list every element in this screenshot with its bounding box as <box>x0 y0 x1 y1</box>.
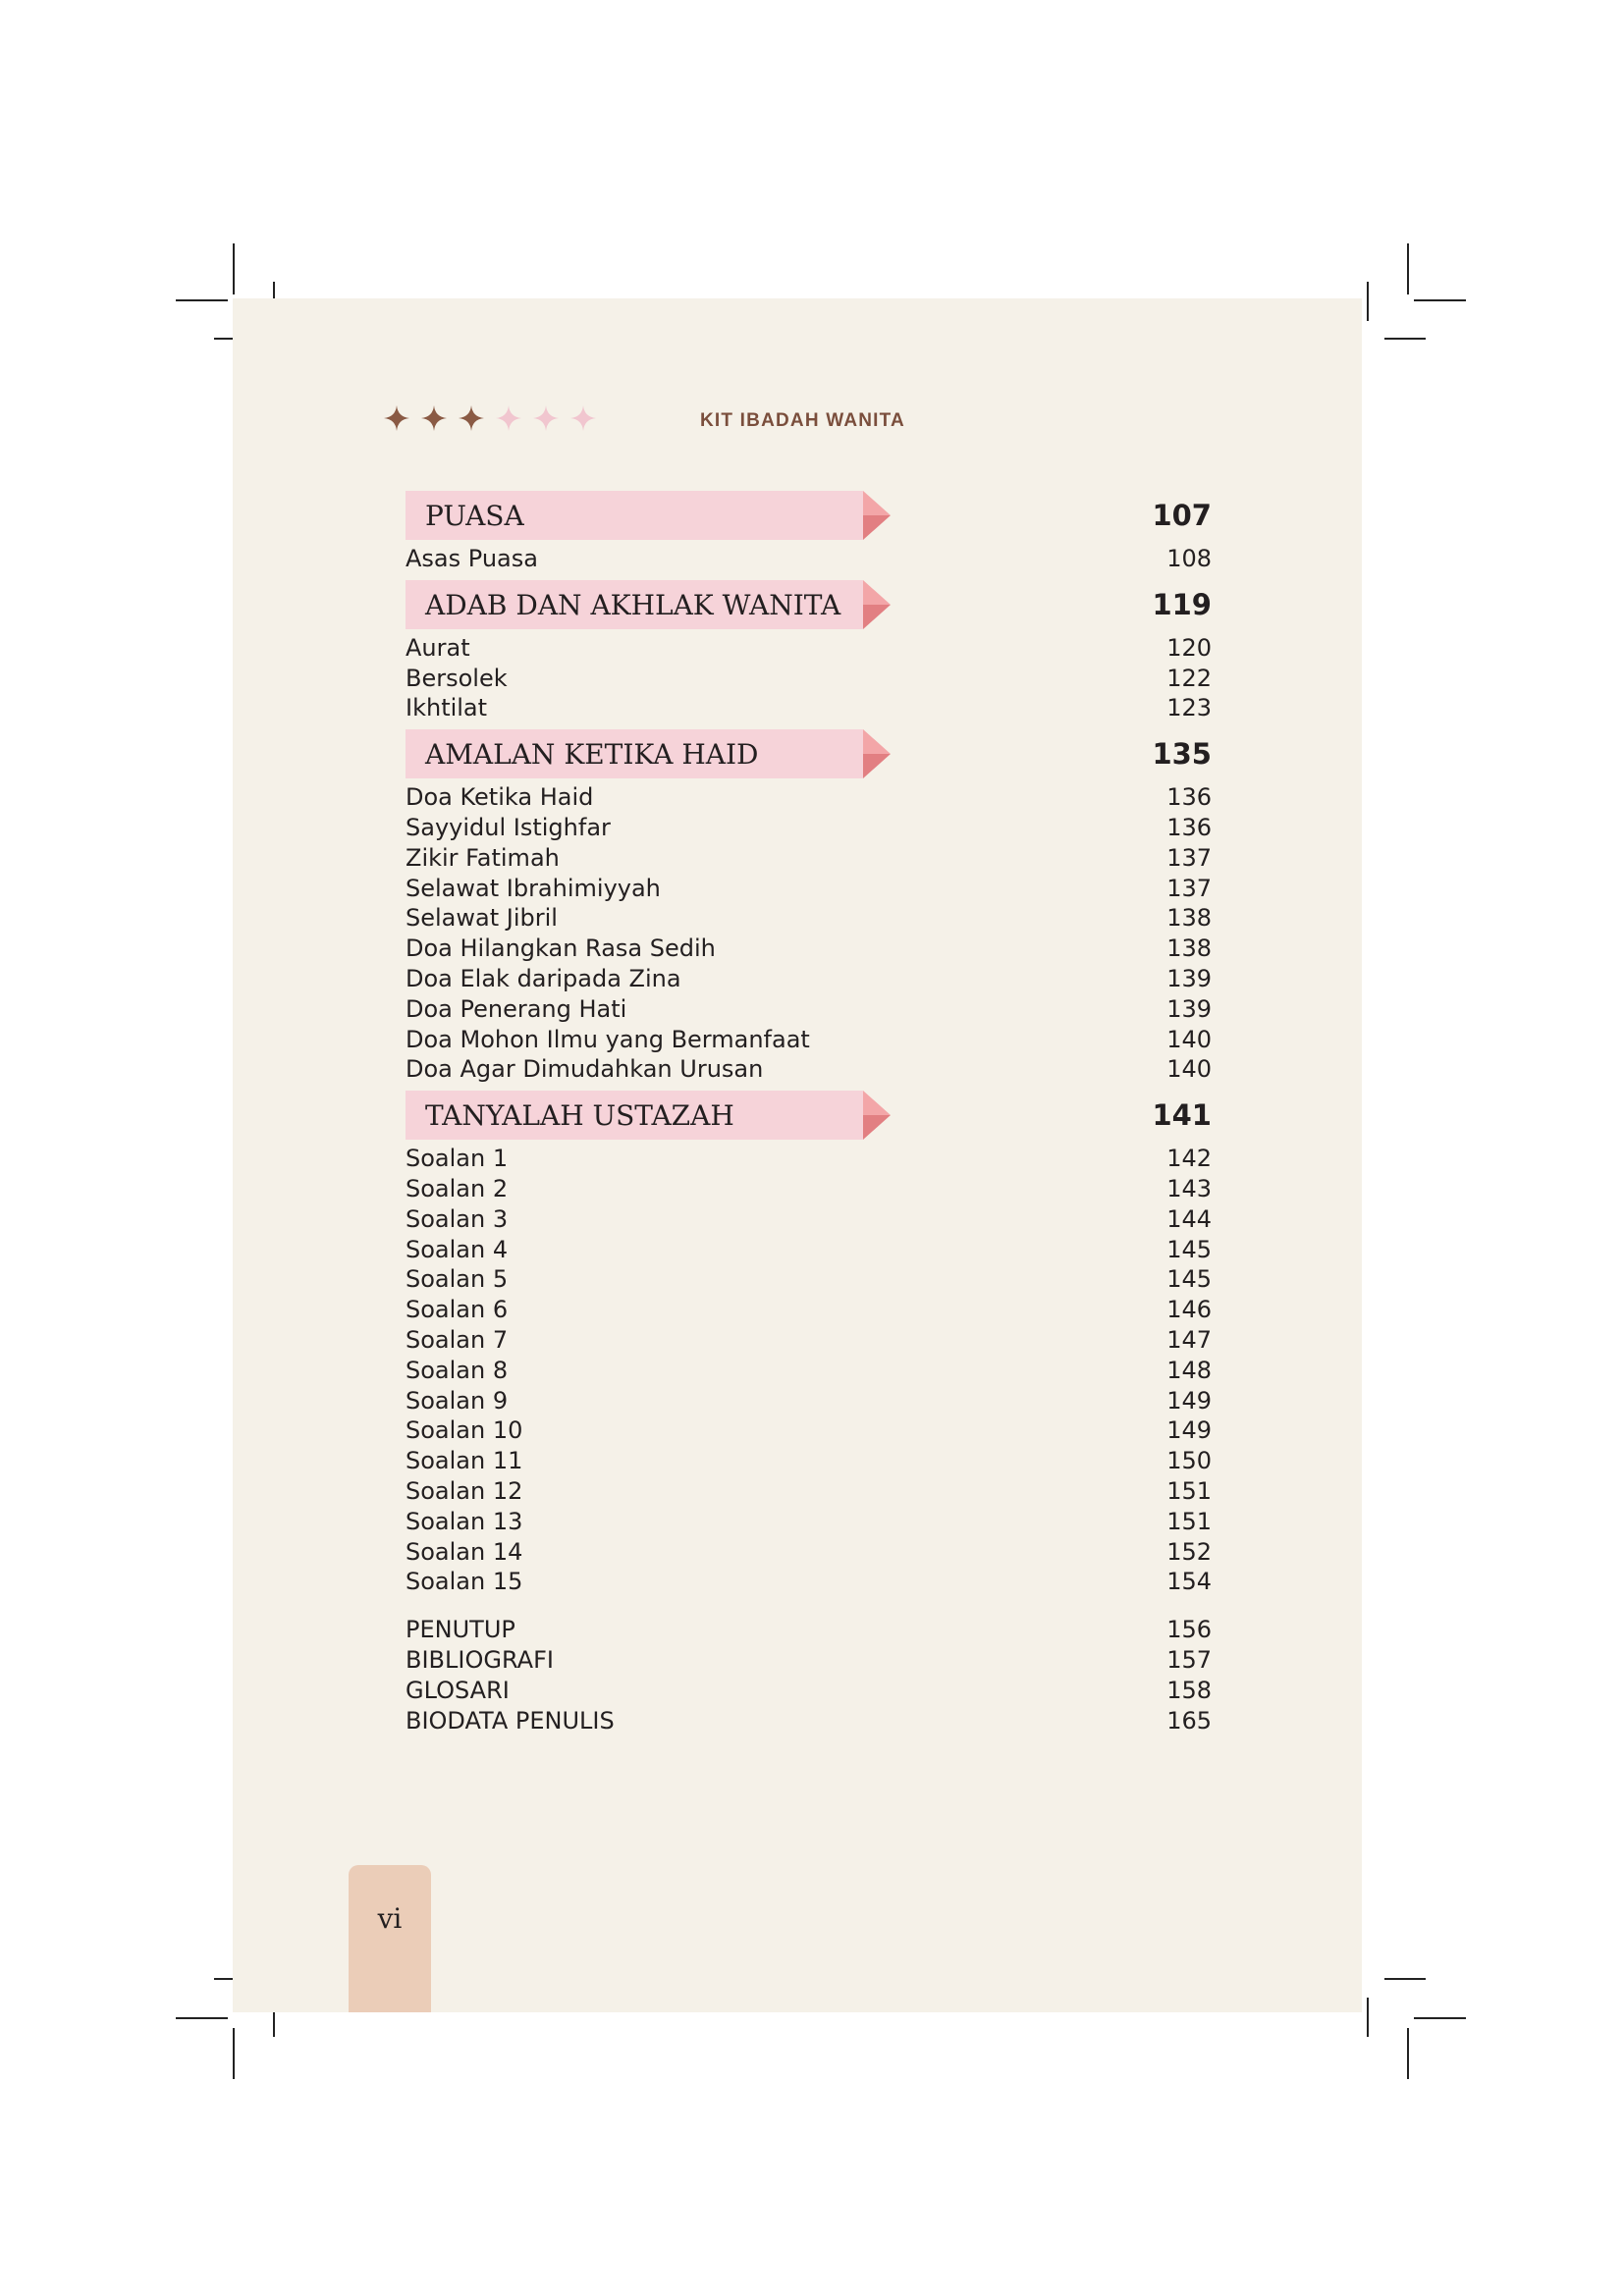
toc-entry-label: Soalan 14 <box>406 1537 523 1566</box>
toc-entry <box>406 1325 1212 1356</box>
toc-entry-page: 151 <box>1166 1476 1212 1505</box>
toc-entry <box>406 1476 1212 1507</box>
sparkle-star-icon <box>495 404 522 432</box>
crop-mark <box>1384 338 1426 340</box>
toc-entry-page: 149 <box>1166 1386 1212 1415</box>
toc-entry-label: Soalan 8 <box>406 1356 509 1384</box>
crop-mark <box>233 243 235 294</box>
toc-entry-label: Doa Penerang Hati <box>406 994 627 1023</box>
toc-entry-label: Doa Ketika Haid <box>406 783 594 812</box>
section-title: ADAB DAN AKHLAK WANITA <box>425 588 841 621</box>
toc-entry-page: 108 <box>1166 545 1212 572</box>
toc-entry <box>406 1706 1212 1736</box>
toc-entry <box>406 664 1212 694</box>
sparkle-star-icon <box>383 404 410 432</box>
toc-entry-label: Selawat Jibril <box>406 904 558 933</box>
toc-entry <box>406 1025 1212 1055</box>
crop-mark <box>1407 2028 1409 2079</box>
toc-entry <box>406 874 1212 904</box>
toc-entry-page: 140 <box>1166 1025 1212 1053</box>
toc-entry-page: 136 <box>1166 813 1212 841</box>
section-page-number: 135 <box>1152 737 1212 772</box>
toc-entry <box>406 903 1212 934</box>
toc-entry <box>406 1645 1212 1676</box>
toc-entry-page: 140 <box>1166 1055 1212 1084</box>
toc-entry-label: Soalan 12 <box>406 1476 523 1505</box>
folio-tab <box>349 1865 431 2012</box>
toc-entry <box>406 964 1212 994</box>
section-heading <box>406 580 1212 629</box>
toc-entry-label: Soalan 7 <box>406 1325 509 1354</box>
toc-entry-page: 146 <box>1166 1296 1212 1324</box>
toc-entry-label: GLOSARI <box>406 1676 510 1704</box>
toc-entry-label: Doa Mohon Ilmu yang Bermanfaat <box>406 1025 810 1053</box>
toc-entry-label: Soalan 3 <box>406 1204 509 1233</box>
toc-entry <box>406 633 1212 664</box>
toc-entry <box>406 782 1212 813</box>
toc-entry-page: 165 <box>1166 1706 1212 1735</box>
section-page-number: 141 <box>1152 1098 1212 1133</box>
toc-entry-label: Soalan 9 <box>406 1386 509 1415</box>
toc-entry-label: Ikhtilat <box>406 694 488 722</box>
toc-entry-page: 139 <box>1166 994 1212 1023</box>
crop-mark <box>1407 243 1409 294</box>
toc-entry-label: Soalan 1 <box>406 1145 509 1173</box>
toc-entry-label: Soalan 2 <box>406 1174 509 1202</box>
toc-entry <box>406 934 1212 964</box>
toc-entry-page: 138 <box>1166 904 1212 933</box>
toc-entry-page: 144 <box>1166 1204 1212 1233</box>
sparkle-star-icon <box>532 404 560 432</box>
section-entry-list <box>406 782 1212 1085</box>
toc-entry <box>406 693 1212 723</box>
toc-entry-page: 154 <box>1166 1568 1212 1596</box>
toc-entry-label: Soalan 11 <box>406 1447 523 1475</box>
toc-entry <box>406 994 1212 1025</box>
toc-entry-label: Soalan 4 <box>406 1235 509 1263</box>
toc-entry <box>406 813 1212 843</box>
toc-entry-label: Selawat Ibrahimiyyah <box>406 874 661 902</box>
toc-entry-label: Doa Agar Dimudahkan Urusan <box>406 1055 764 1084</box>
toc-entry <box>406 544 1212 574</box>
toc-entry-page: 143 <box>1166 1174 1212 1202</box>
section-entry-list <box>406 544 1212 574</box>
toc-entry <box>406 1615 1212 1645</box>
toc-entry-page: 157 <box>1166 1645 1212 1674</box>
section-heading <box>406 729 1212 778</box>
crop-mark <box>1367 1998 1369 2037</box>
toc-entry-page: 137 <box>1166 843 1212 872</box>
sparkle-star-icon <box>458 404 485 432</box>
toc-entry <box>406 1567 1212 1597</box>
page-number: vi <box>377 1902 403 1935</box>
section-title: AMALAN KETIKA HAID <box>425 738 759 772</box>
section-entry-list <box>406 633 1212 723</box>
table-of-contents <box>406 491 1212 1741</box>
toc-entry-label: Bersolek <box>406 664 508 692</box>
crop-mark <box>176 2017 228 2019</box>
crop-mark <box>1367 282 1369 321</box>
toc-entry <box>406 1356 1212 1386</box>
toc-entry <box>406 1676 1212 1706</box>
toc-entry-label: PENUTUP <box>406 1616 515 1644</box>
toc-entry <box>406 1264 1212 1295</box>
toc-entry-page: 150 <box>1166 1447 1212 1475</box>
toc-entry-label: Doa Hilangkan Rasa Sedih <box>406 934 716 963</box>
sparkle-star-icon <box>420 404 448 432</box>
toc-entry-page: 145 <box>1166 1235 1212 1263</box>
toc-entry-page: 139 <box>1166 964 1212 992</box>
crop-mark <box>1384 1978 1426 1980</box>
section-entry-list <box>406 1144 1212 1597</box>
crop-mark <box>1414 299 1466 301</box>
toc-entry-page: 151 <box>1166 1507 1212 1535</box>
toc-entry <box>406 1204 1212 1235</box>
section-page-number: 119 <box>1152 587 1212 621</box>
toc-entry <box>406 1144 1212 1174</box>
toc-entry-page: 138 <box>1166 934 1212 963</box>
section-title: TANYALAH USTAZAH <box>425 1099 734 1133</box>
toc-entry-label: Soalan 10 <box>406 1416 523 1445</box>
toc-entry-page: 145 <box>1166 1265 1212 1294</box>
toc-entry-page: 149 <box>1166 1416 1212 1445</box>
toc-entry-page: 123 <box>1166 694 1212 722</box>
toc-entry-page: 156 <box>1166 1616 1212 1644</box>
toc-entry-page: 120 <box>1166 633 1212 662</box>
toc-entry-page: 147 <box>1166 1325 1212 1354</box>
toc-entry <box>406 1415 1212 1446</box>
toc-entry <box>406 1295 1212 1325</box>
toc-entry-label: BIODATA PENULIS <box>406 1706 615 1735</box>
toc-entry <box>406 1507 1212 1537</box>
toc-entry <box>406 1054 1212 1085</box>
toc-entry-label: Zikir Fatimah <box>406 843 560 872</box>
toc-entry-page: 137 <box>1166 874 1212 902</box>
toc-entry <box>406 1174 1212 1204</box>
toc-entry <box>406 843 1212 874</box>
crop-mark <box>1414 2017 1466 2019</box>
header-star-row <box>383 404 597 432</box>
section-page-number: 107 <box>1152 499 1212 532</box>
toc-entry-label: BIBLIOGRAFI <box>406 1645 554 1674</box>
crop-mark <box>233 2028 235 2079</box>
sparkle-star-icon <box>569 404 597 432</box>
section-heading <box>406 1091 1212 1140</box>
section-title: PUASA <box>425 500 524 532</box>
toc-entry-label: Doa Elak daripada Zina <box>406 964 681 992</box>
toc-entry <box>406 1446 1212 1476</box>
toc-entry-page: 122 <box>1166 664 1212 692</box>
toc-entry-page: 148 <box>1166 1356 1212 1384</box>
crop-mark <box>176 299 228 301</box>
toc-entry-page: 152 <box>1166 1537 1212 1566</box>
toc-entry-label: Soalan 6 <box>406 1296 509 1324</box>
toc-entry <box>406 1537 1212 1568</box>
closing-entry-list <box>406 1615 1212 1735</box>
toc-entry-page: 136 <box>1166 783 1212 812</box>
toc-entry <box>406 1386 1212 1416</box>
section-heading <box>406 491 1212 540</box>
toc-entry-label: Aurat <box>406 633 470 662</box>
toc-entry-page: 142 <box>1166 1145 1212 1173</box>
toc-entry-page: 158 <box>1166 1676 1212 1704</box>
toc-entry-label: Asas Puasa <box>406 545 538 572</box>
running-head: KIT IBADAH WANITA <box>700 410 905 431</box>
toc-entry-label: Sayyidul Istighfar <box>406 813 611 841</box>
toc-entry-label: Soalan 15 <box>406 1568 523 1596</box>
toc-entry <box>406 1235 1212 1265</box>
toc-entry-label: Soalan 5 <box>406 1265 509 1294</box>
toc-entry-label: Soalan 13 <box>406 1507 523 1535</box>
